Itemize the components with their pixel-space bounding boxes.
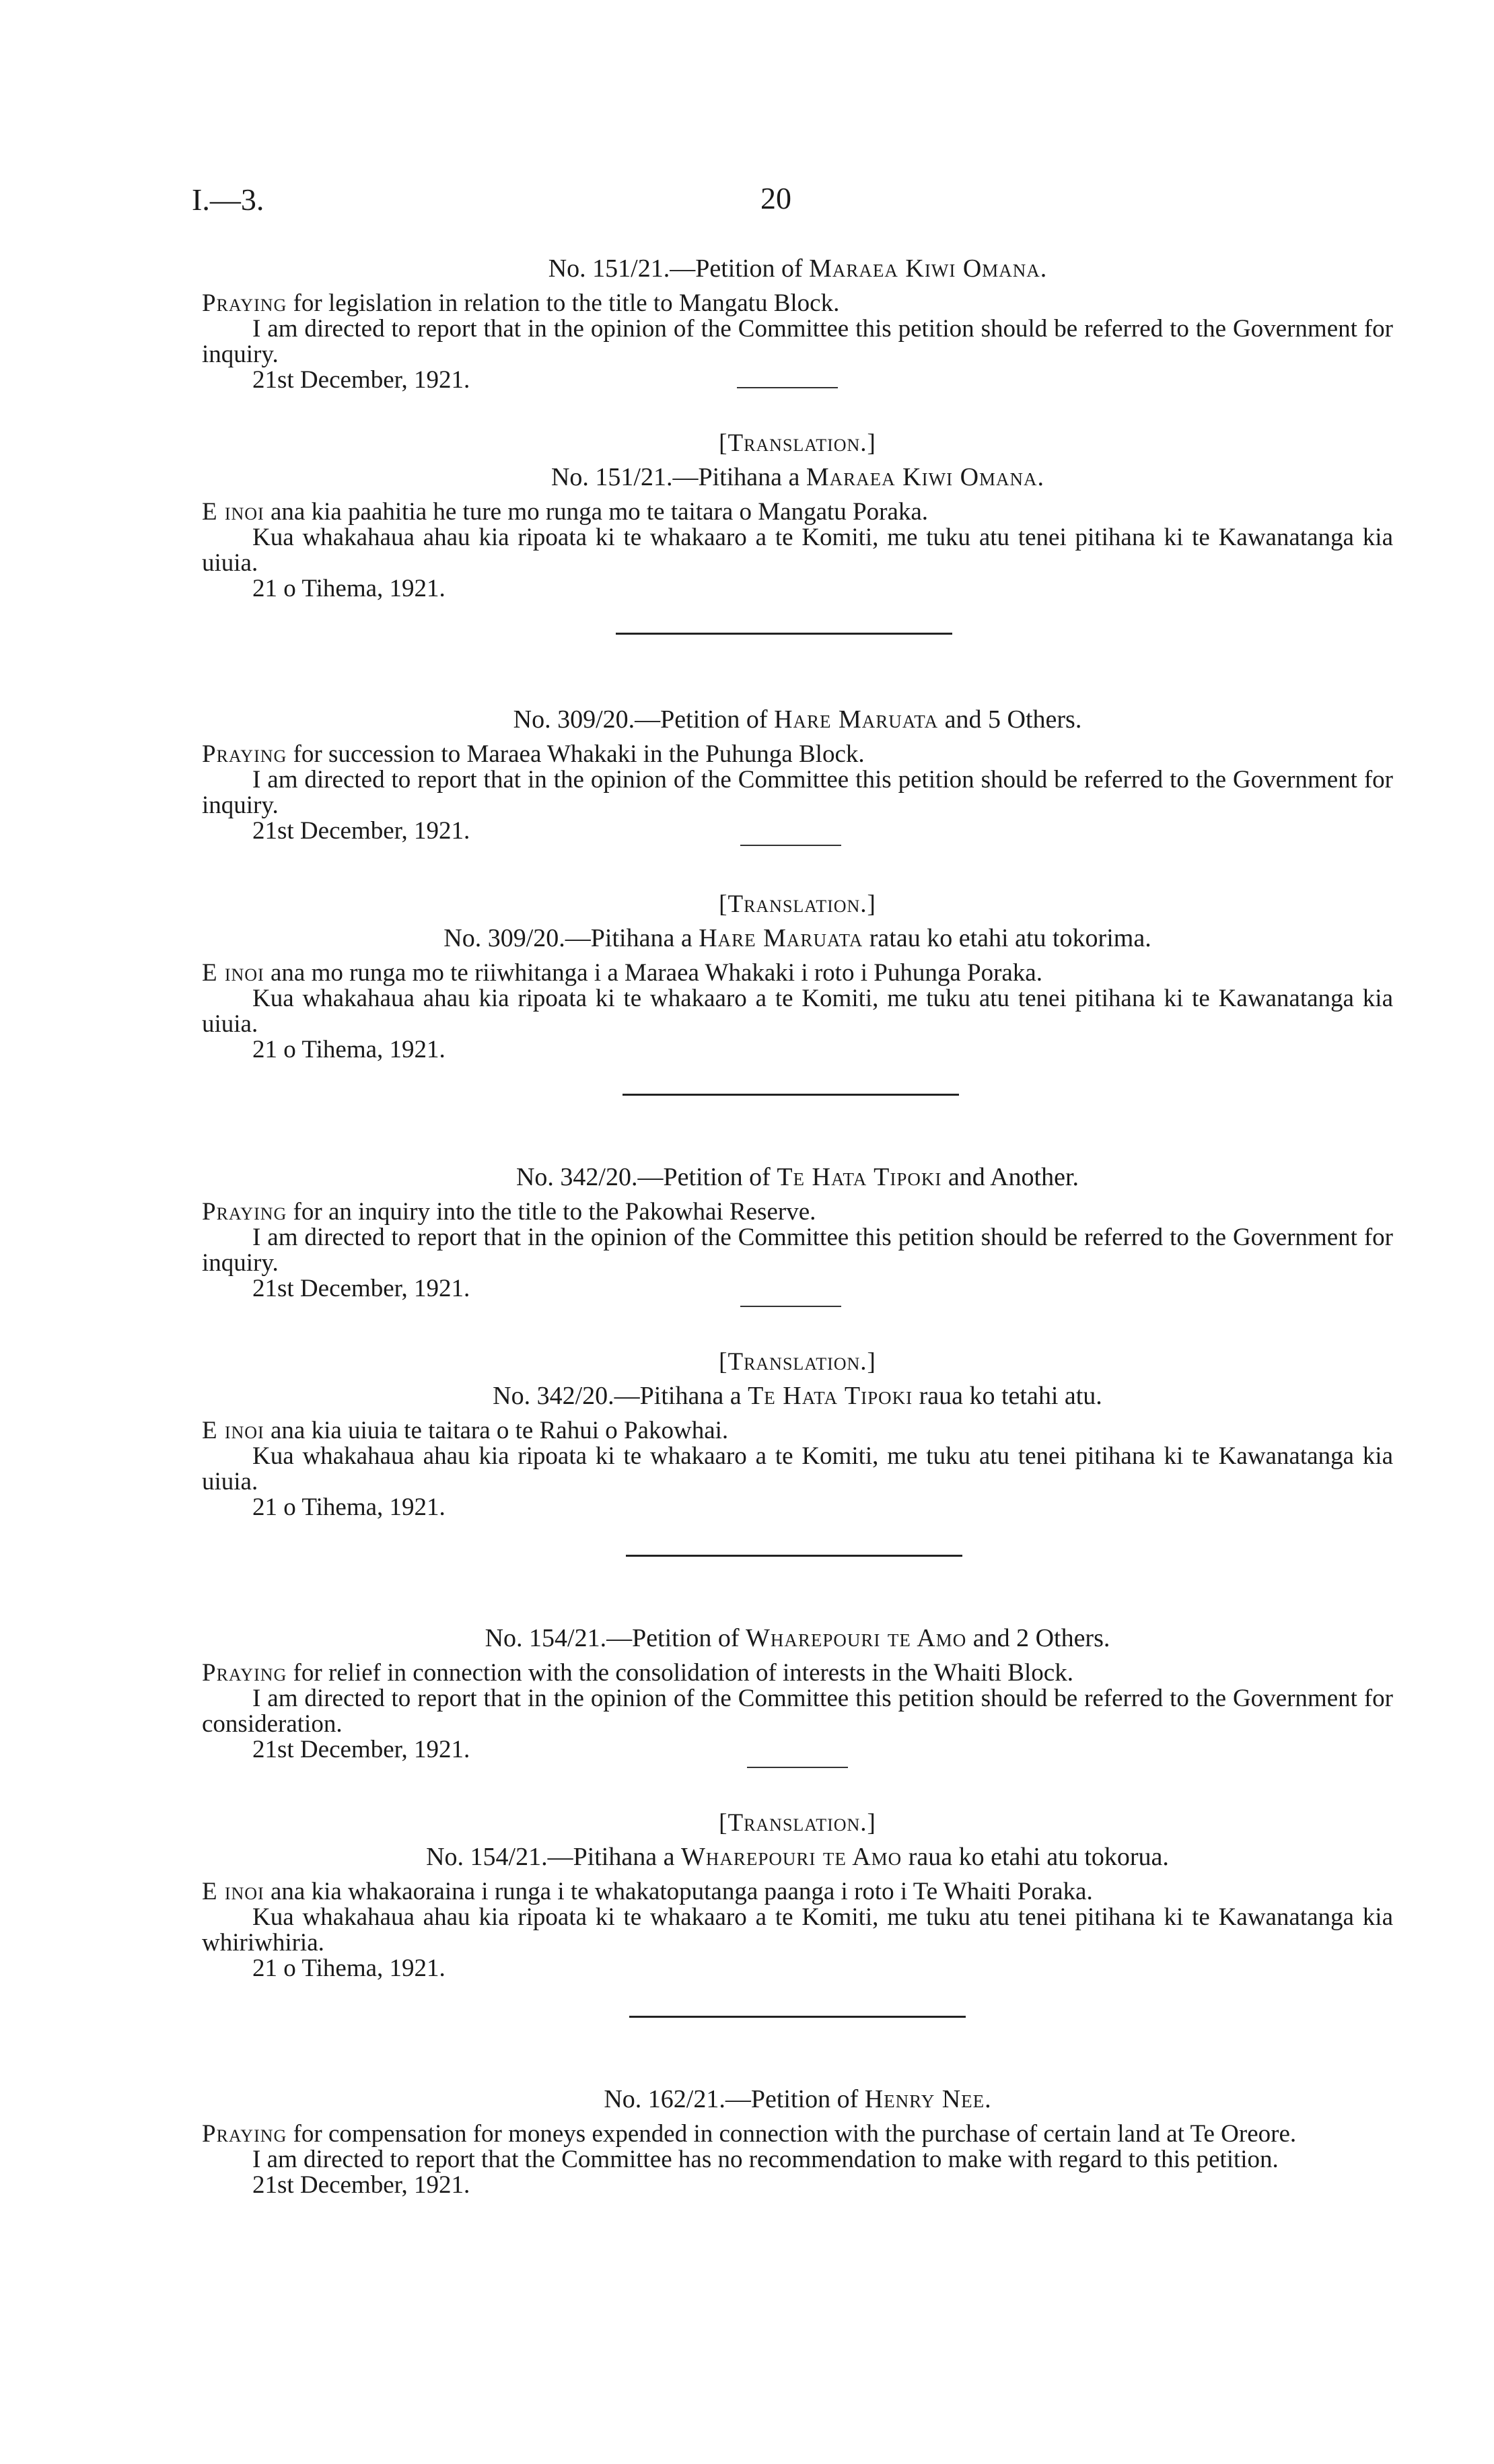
translation-title: No. 151/21.—Pitihana a Maraea Kiwi Omana. — [550, 463, 1044, 491]
section-rule — [629, 2016, 966, 2018]
petition-entry — [202, 256, 1393, 393]
translation-entry — [202, 431, 1393, 602]
praying-text: Praying for compensation for moneys expended in connection with the purchase of certain land at Te Oreore. — [202, 2120, 1297, 2148]
section-rule — [622, 1094, 959, 1096]
petition-title: No. 151/21.—Petition of Maraea Kiwi Omana. — [548, 254, 1047, 283]
praying-text: Praying for an inquiry into the title to the Pakowhai Reserve. — [202, 1198, 816, 1226]
report-date: 21st December, 1921. — [252, 1736, 470, 1763]
petition-title: No. 309/20.—Petition of Hare Maruata and 5 Others. — [513, 705, 1082, 734]
praying-text: Praying for legislation in relation to the title to Mangatu Block. — [202, 289, 840, 317]
petition-entry — [202, 1164, 1393, 1302]
inoi-text: E inoi ana mo runga mo te riiwhitanga i a Maraea Whakaki i roto i Puhunga Poraka. — [202, 959, 1042, 987]
document-reference: I.—3. — [192, 182, 264, 217]
short-rule — [740, 1306, 841, 1307]
petition-entry — [202, 707, 1393, 844]
report-date: 21st December, 1921. — [252, 817, 470, 845]
translation-heading: [Translation.] — [719, 890, 876, 918]
translation-entry — [202, 1349, 1393, 1520]
petitioner-name: Hare Maruata — [774, 705, 939, 734]
translation-title: No. 309/20.—Pitihana a Hare Maruata ratau ko etahi atu tokorima. — [443, 924, 1151, 952]
committee-report: Kua whakahaua ahau kia ripoata ki te whakaaro a te Komiti, me tuku atu tenei pitihana ki te Kawanatanga kia uiuia. — [202, 524, 1393, 577]
inoi-text: E inoi ana kia uiuia te taitara o te Rahui o Pakowhai. — [202, 1417, 729, 1444]
petitioner-name: Wharepouri te Amo — [745, 1624, 967, 1652]
section-rule — [616, 633, 952, 635]
committee-report: Kua whakahaua ahau kia ripoata ki te whakaaro a te Komiti, me tuku atu tenei pitihana ki te Kawanatanga kia uiuia. — [202, 985, 1393, 1038]
translation-entry — [202, 1810, 1393, 1981]
petitioner-name: Te Hata Tipoki — [748, 1382, 913, 1410]
report-date: 21 o Tihema, 1921. — [252, 575, 446, 602]
petition-entry — [202, 1625, 1393, 1763]
inoi-text: E inoi ana kia paahitia he ture mo runga mo te taitara o Mangatu Poraka. — [202, 498, 929, 526]
short-rule — [740, 845, 841, 846]
report-date: 21 o Tihema, 1921. — [252, 1036, 446, 1063]
translation-title: No. 154/21.—Pitihana a Wharepouri te Amo raua ko etahi atu tokorua. — [426, 1843, 1169, 1871]
report-date: 21 o Tihema, 1921. — [252, 1493, 446, 1521]
committee-report: I am directed to report that the Committee has no recommendation to make with regard to this petition. — [252, 2146, 1279, 2173]
translation-heading: [Translation.] — [719, 429, 876, 457]
committee-report: I am directed to report that in the opinion of the Committee this petition should be referred to the Government for inquiry. — [202, 1224, 1393, 1277]
petitioner-name: Maraea Kiwi Omana — [809, 254, 1040, 283]
translation-heading: [Translation.] — [719, 1348, 876, 1376]
committee-report: Kua whakahaua ahau kia ripoata ki te whakaaro a te Komiti, me tuku atu tenei pitihana ki te Kawanatanga kia whiriwhiria. — [202, 1903, 1393, 1957]
committee-report: Kua whakahaua ahau kia ripoata ki te whakaaro a te Komiti, me tuku atu tenei pitihana ki te Kawanatanga kia uiuia. — [202, 1442, 1393, 1495]
petition-title: No. 154/21.—Petition of Wharepouri te Amo and 2 Others. — [485, 1624, 1110, 1652]
translation-entry — [202, 892, 1393, 1063]
petitioner-name: Henry Nee — [864, 2085, 985, 2113]
petition-title: No. 162/21.—Petition of Henry Nee. — [604, 2085, 991, 2113]
inoi-text: E inoi ana kia whakaoraina i runga i te whakatoputanga paanga i roto i Te Whaiti Poraka. — [202, 1878, 1093, 1905]
report-date: 21st December, 1921. — [252, 2171, 470, 2199]
petitioner-name: Maraea Kiwi Omana — [806, 463, 1038, 491]
section-rule — [626, 1555, 962, 1557]
report-date: 21st December, 1921. — [252, 1275, 470, 1302]
short-rule — [737, 387, 838, 388]
committee-report: I am directed to report that in the opinion of the Committee this petition should be referred to the Government for consideration. — [202, 1685, 1393, 1738]
translation-heading: [Translation.] — [719, 1809, 876, 1837]
petitioner-name: Te Hata Tipoki — [777, 1163, 942, 1191]
praying-text: Praying for relief in connection with the consolidation of interests in the Whaiti Block. — [202, 1659, 1073, 1687]
committee-report: I am directed to report that in the opinion of the Committee this petition should be referred to the Government for inquiry. — [202, 766, 1393, 819]
committee-report: I am directed to report that in the opinion of the Committee this petition should be referred to the Government for inquiry. — [202, 315, 1393, 368]
short-rule — [747, 1767, 848, 1768]
petitioner-name: Wharepouri te Amo — [680, 1843, 902, 1871]
translation-title: No. 342/20.—Pitihana a Te Hata Tipoki raua ko tetahi atu. — [493, 1382, 1102, 1410]
praying-text: Praying for succession to Maraea Whakaki in the Puhunga Block. — [202, 740, 865, 768]
report-date: 21 o Tihema, 1921. — [252, 1955, 446, 1982]
report-date: 21st December, 1921. — [252, 366, 470, 394]
petition-title: No. 342/20.—Petition of Te Hata Tipoki and Another. — [515, 1163, 1079, 1191]
petition-entry — [202, 2086, 1393, 2198]
petitioner-name: Hare Maruata — [699, 924, 863, 952]
page-number: 20 — [760, 181, 791, 215]
